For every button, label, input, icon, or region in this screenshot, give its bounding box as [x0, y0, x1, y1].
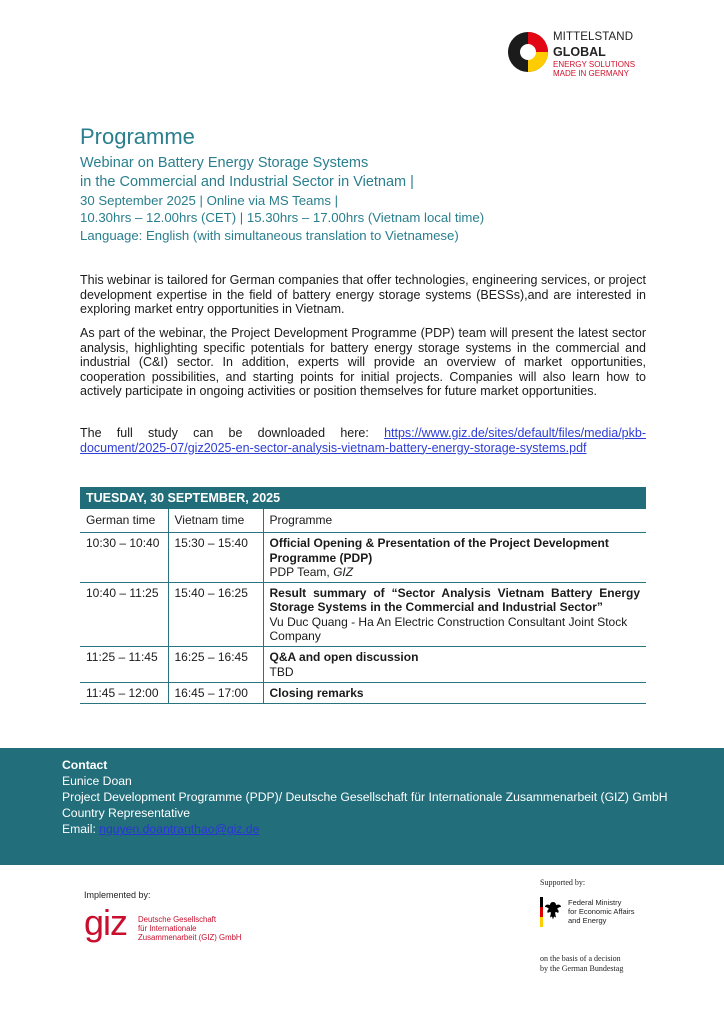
ministry-line-2: for Economic Affairs [568, 907, 635, 916]
german-eagle-icon [540, 897, 562, 931]
programme-cell [263, 533, 646, 583]
column-header-vietnam-time: Vietnam time [168, 509, 263, 533]
german-time-cell: 10:30 – 10:40 [80, 533, 168, 583]
supported-by-label: Supported by: [540, 878, 586, 887]
table-row [80, 533, 646, 583]
logo-line-3: ENERGY SOLUTIONS [553, 60, 636, 69]
contact-email-link[interactable]: nguyen.doantranthao@giz.de [99, 822, 260, 836]
contact-organisation: Project Development Programme (PDP)/ Deutsche Gesellschaft für Internationale Zusammenarbeit (GIZ) GmbH [62, 790, 668, 804]
column-header-german-time: German time [80, 509, 168, 533]
column-header-programme: Programme [263, 509, 646, 533]
contact-section [0, 748, 724, 865]
programme-cell [263, 682, 646, 703]
programme-speaker: Vu Duc Quang - Ha An Electric Construction Consultant Joint Stock Company [269, 614, 628, 644]
vietnam-time-cell: 15:30 – 15:40 [168, 533, 263, 583]
programme-speaker-org: GIZ [333, 564, 354, 579]
programme-cell [263, 583, 646, 647]
vietnam-time-cell: 16:25 – 16:45 [168, 647, 263, 683]
programme-cell [263, 647, 646, 683]
mittelstand-global-logo [506, 28, 656, 84]
implemented-by-label: Implemented by: [84, 890, 151, 900]
bundestag-note-line-2: by the German Bundestag [540, 964, 624, 973]
contact-role: Country Representative [62, 806, 191, 820]
ministry-line-1: Federal Ministry [568, 898, 622, 907]
giz-name-line-2: für Internationale [138, 924, 197, 933]
webinar-title-line-2: in the Commercial and Industrial Sector in Vietnam | [80, 174, 414, 190]
schedule-table [80, 487, 646, 704]
federal-ministry-logo [540, 897, 660, 937]
programme-item-title: Q&A and open discussion [269, 650, 419, 665]
mittelstand-global-logo-mark [506, 30, 550, 74]
download-intro-text: The full study can be downloaded here: [80, 426, 385, 440]
study-download-link[interactable]: https://www.giz.de/sites/default/files/media/pkb-document/2025-07/giz2025-en-sector-analysis-vietnam-battery-energy-storage-systems.pdf [80, 426, 646, 455]
download-paragraph [80, 426, 646, 455]
giz-logo [84, 902, 254, 948]
programme-item-title: Result summary of “Sector Analysis Vietnam Battery Energy Storage Systems in the Commercial and Industrial Sector” [269, 586, 640, 615]
table-day-header [80, 487, 646, 509]
webinar-time-line: 10.30hrs – 12.00hrs (CET) | 15.30hrs – 17.00hrs (Vietnam local time) [80, 210, 485, 225]
german-time-cell: 11:25 – 11:45 [80, 647, 168, 683]
table-column-headers [80, 509, 646, 533]
table-row [80, 682, 646, 703]
programme-item-title: Official Opening & Presentation of the Project Development Programme (PDP) [269, 536, 609, 565]
contact-name: Eunice Doan [62, 774, 132, 788]
table-row [80, 647, 646, 683]
programme-speaker: PDP Team, [269, 564, 334, 579]
giz-name-line-3: Zusammenarbeit (GIZ) GmbH [138, 933, 242, 942]
schedule-day: TUESDAY, 30 SEPTEMBER, 2025 [80, 487, 646, 509]
contact-email-line [62, 822, 259, 836]
giz-wordmark: giz [84, 902, 128, 943]
page-title: Programme [80, 124, 195, 149]
programme-item-title: Closing remarks [269, 685, 364, 700]
table-row [80, 583, 646, 647]
logo-line-1: MITTELSTAND [553, 31, 634, 43]
webinar-title-line-1: Webinar on Battery Energy Storage Systems [80, 155, 369, 171]
logo-line-2: GLOBAL [553, 45, 606, 59]
webinar-date-line: 30 September 2025 | Online via MS Teams | [80, 193, 339, 208]
intro-paragraph: This webinar is tailored for German companies that offer technologies, engineering services, or project development expertise in the field of battery energy storage systems (BESSs),and are interested in exploring market entry opportunities in Vietnam. [80, 273, 646, 317]
ministry-line-3: and Energy [568, 916, 607, 925]
german-time-cell: 11:45 – 12:00 [80, 682, 168, 703]
giz-name-line-1: Deutsche Gesellschaft [138, 915, 217, 924]
programme-speaker: TBD [269, 664, 294, 679]
contact-heading: Contact [62, 758, 108, 772]
contact-email-label: Email: [62, 822, 100, 836]
bundestag-note-line-1: on the basis of a decision [540, 954, 621, 963]
webinar-language-line: Language: English (with simultaneous translation to Vietnamese) [80, 228, 459, 243]
vietnam-time-cell: 16:45 – 17:00 [168, 682, 263, 703]
programme-item-detail [270, 565, 641, 579]
vietnam-time-cell: 15:40 – 16:25 [168, 583, 263, 647]
description-paragraph: As part of the webinar, the Project Development Programme (PDP) team will present the latest sector analysis, highlighting specific potentials for battery energy storage systems in the commercial and industrial (C&I) sector. In addition, experts will provide an overview of market opportunities, cooperation possibilities, and starting points for initial projects. Companies will also learn how to actively participate in ongoing activities or position themselves for future market opportunities. [80, 326, 646, 399]
logo-line-4: MADE IN GERMANY [553, 69, 630, 78]
german-time-cell: 10:40 – 11:25 [80, 583, 168, 647]
